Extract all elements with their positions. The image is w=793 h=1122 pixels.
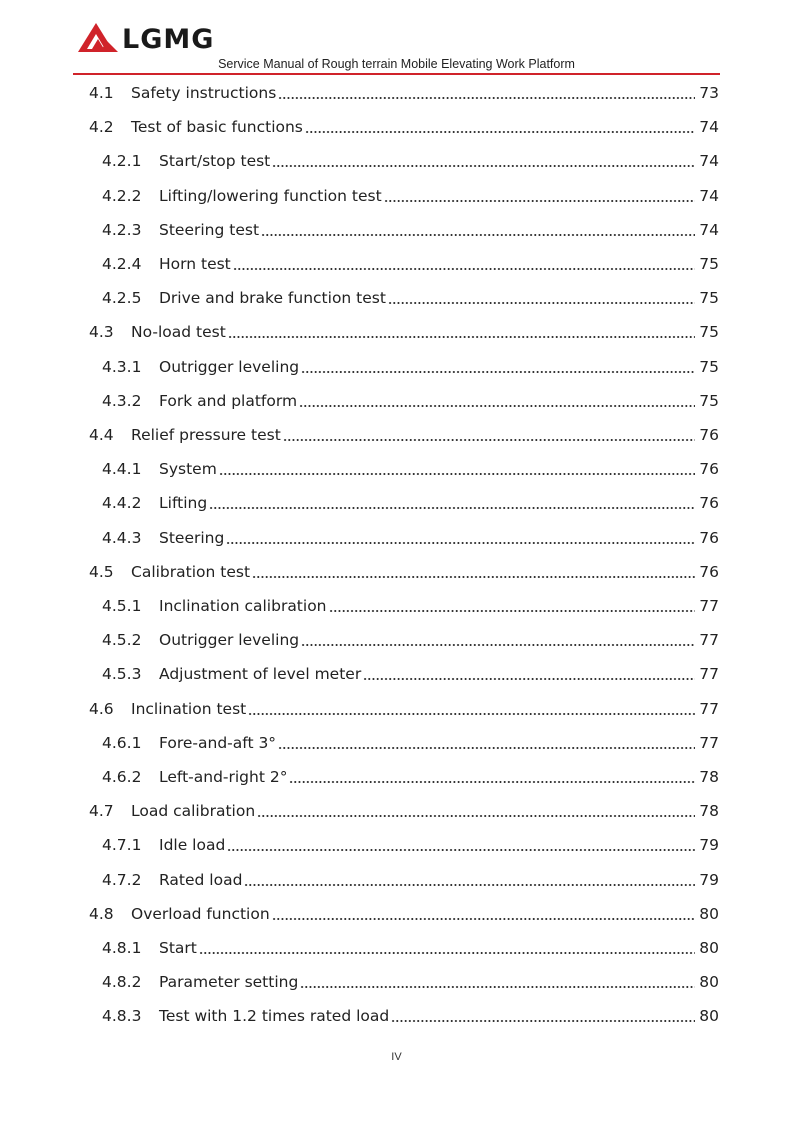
brand-name: LGMG — [122, 24, 215, 55]
toc-entry[interactable] — [102, 866, 719, 890]
toc-dot-leader — [278, 737, 695, 749]
toc-page-number: 74 — [699, 152, 719, 171]
toc-page-number: 75 — [699, 357, 719, 376]
toc-section-number: 4.3 — [89, 323, 114, 342]
toc-section-number: 4.6.1 — [102, 733, 142, 752]
toc-page-number: 74 — [699, 118, 719, 137]
page-number: IV — [391, 1051, 402, 1063]
brand-logo — [76, 22, 226, 56]
toc-section-number: 4.4 — [89, 426, 114, 444]
toc-section-number: 4.2.5 — [102, 289, 142, 308]
toc-page-number: 75 — [699, 323, 719, 342]
toc-section-title: Outrigger leveling — [159, 357, 300, 376]
toc-page-number: 75 — [699, 255, 719, 273]
toc-dot-leader — [261, 224, 695, 236]
toc-entry[interactable] — [102, 831, 719, 855]
toc-section-title: Start/stop test — [159, 152, 271, 171]
toc-entry[interactable] — [102, 147, 719, 171]
toc-section-number: 4.3.2 — [102, 391, 142, 410]
toc-section-title: Lifting — [159, 494, 208, 513]
toc-section-title: Rated load — [159, 870, 243, 889]
toc-page-number: 73 — [699, 84, 719, 102]
toc-page-number: 74 — [699, 220, 719, 239]
toc-section-title: Inclination calibration — [159, 597, 327, 615]
toc-dot-leader — [272, 908, 695, 920]
toc-section-title: System — [159, 460, 217, 479]
toc-dot-leader — [199, 942, 695, 954]
toc-dot-leader — [289, 771, 695, 783]
toc-entry[interactable] — [102, 216, 719, 240]
toc-page-number: 80 — [699, 904, 719, 923]
toc-dot-leader — [363, 668, 695, 680]
toc-entry[interactable] — [89, 558, 719, 582]
toc-dot-leader — [283, 429, 695, 441]
toc-section-title: Horn test — [159, 255, 231, 273]
toc-section-title: Parameter setting — [159, 973, 299, 992]
toc-page-number: 75 — [699, 391, 719, 410]
toc-entry[interactable] — [102, 250, 719, 274]
toc-dot-leader — [228, 326, 695, 338]
toc-dot-leader — [329, 600, 695, 612]
toc-section-title: Fork and platform — [159, 391, 298, 410]
toc-page-number: 76 — [699, 426, 719, 444]
header-divider — [73, 73, 720, 75]
toc-entry[interactable] — [102, 934, 719, 958]
toc-dot-leader — [219, 463, 695, 475]
toc-section-number: 4.8.2 — [102, 973, 142, 992]
toc-dot-leader — [244, 874, 695, 886]
toc-section-title: Adjustment of level meter — [159, 665, 362, 684]
toc-section-title: Relief pressure test — [131, 426, 281, 444]
toc-section-title: Left-and-right 2° — [159, 768, 288, 786]
toc-section-number: 4.3.1 — [102, 357, 142, 376]
toc-dot-leader — [257, 805, 695, 817]
toc-page-number: 77 — [699, 631, 719, 650]
toc-entry[interactable] — [102, 182, 719, 206]
toc-page-number: 78 — [699, 768, 719, 786]
toc-section-number: 4.5.2 — [102, 631, 142, 650]
page-header — [0, 0, 793, 80]
toc-section-title: Drive and brake function test — [159, 289, 386, 308]
toc-section-title: Test of basic functions — [131, 118, 303, 137]
toc-section-title: Overload function — [131, 904, 270, 923]
toc-dot-leader — [384, 190, 695, 202]
toc-entry[interactable] — [89, 113, 719, 137]
toc-section-title: Start — [159, 939, 197, 957]
toc-section-number: 4.2.4 — [102, 255, 142, 273]
toc-entry[interactable] — [102, 1002, 719, 1026]
toc-section-number: 4.5.1 — [102, 597, 142, 615]
toc-page-number: 77 — [699, 665, 719, 684]
toc-dot-leader — [226, 532, 695, 544]
toc-entry[interactable] — [102, 353, 719, 377]
toc-dot-leader — [227, 839, 695, 851]
toc-section-title: Outrigger leveling — [159, 631, 300, 650]
toc-dot-leader — [301, 361, 695, 373]
toc-section-title: Steering test — [159, 220, 260, 239]
toc-dot-leader — [233, 258, 695, 270]
toc-page-number: 80 — [699, 973, 719, 992]
toc-page-number: 77 — [699, 699, 719, 718]
toc-section-title: Load calibration — [131, 802, 256, 821]
toc-entry[interactable] — [102, 455, 719, 479]
toc-page-number: 80 — [699, 939, 719, 957]
toc-entry[interactable] — [102, 763, 719, 787]
toc-section-title: Test with 1.2 times rated load — [159, 1007, 390, 1026]
toc-page-number: 75 — [699, 289, 719, 308]
toc-dot-leader — [299, 395, 695, 407]
toc-entry[interactable] — [102, 626, 719, 650]
toc-page-number: 77 — [699, 733, 719, 752]
toc-section-number: 4.1 — [89, 84, 114, 102]
toc-page-number: 80 — [699, 1007, 719, 1026]
toc-dot-leader — [388, 292, 695, 304]
toc-section-number: 4.2.2 — [102, 186, 142, 205]
toc-section-number: 4.6 — [89, 699, 114, 718]
toc-section-title: Fore-and-aft 3° — [159, 733, 277, 752]
toc-entry[interactable] — [89, 797, 719, 821]
toc-section-title: Steering — [159, 528, 225, 547]
toc-dot-leader — [252, 566, 695, 578]
toc-section-title: No-load test — [131, 323, 226, 342]
lgmg-triangle-logo-icon — [76, 22, 120, 54]
toc-page-number: 76 — [699, 494, 719, 513]
toc-entry[interactable] — [102, 284, 719, 308]
toc-section-number: 4.4.2 — [102, 494, 142, 513]
toc-entry[interactable] — [89, 318, 719, 342]
toc-entry[interactable] — [102, 660, 719, 684]
toc-entry[interactable] — [102, 524, 719, 548]
manual-title: Service Manual of Rough terrain Mobile Elevating Work Platform — [218, 57, 575, 71]
toc-section-number: 4.7.1 — [102, 836, 142, 855]
toc-section-number: 4.8.1 — [102, 939, 142, 957]
toc-page-number: 79 — [699, 870, 719, 889]
toc-entry[interactable] — [89, 695, 719, 719]
toc-page-number: 78 — [699, 802, 719, 821]
toc-section-number: 4.8.3 — [102, 1007, 142, 1026]
toc-dot-leader — [305, 121, 695, 133]
toc-entry[interactable] — [102, 387, 719, 411]
toc-section-number: 4.5.3 — [102, 665, 142, 684]
toc-section-number: 4.7.2 — [102, 870, 142, 889]
toc-dot-leader — [209, 497, 695, 509]
toc-section-number: 4.4.3 — [102, 528, 142, 547]
toc-section-title: Lifting/lowering function test — [159, 186, 382, 205]
toc-entry[interactable] — [102, 592, 719, 616]
toc-dot-leader — [391, 1010, 695, 1022]
toc-section-number: 4.4.1 — [102, 460, 142, 479]
toc-entry[interactable] — [89, 900, 719, 924]
toc-section-title: Calibration test — [131, 562, 251, 581]
toc-entry[interactable] — [89, 421, 719, 445]
toc-page-number: 74 — [699, 186, 719, 205]
toc-page-number: 77 — [699, 597, 719, 615]
toc-section-number: 4.2.1 — [102, 152, 142, 171]
toc-section-number: 4.7 — [89, 802, 114, 821]
toc-dot-leader — [278, 87, 695, 99]
toc-page-number: 79 — [699, 836, 719, 855]
toc-dot-leader — [301, 634, 695, 646]
toc-section-title: Safety instructions — [131, 84, 277, 102]
toc-entry[interactable] — [102, 968, 719, 992]
toc-section-number: 4.5 — [89, 562, 114, 581]
toc-section-number: 4.2.3 — [102, 220, 142, 239]
toc-section-number: 4.6.2 — [102, 768, 142, 786]
toc-page-number: 76 — [699, 562, 719, 581]
toc-entry[interactable] — [102, 729, 719, 753]
toc-dot-leader — [272, 155, 695, 167]
toc-page-number: 76 — [699, 528, 719, 547]
toc-section-number: 4.2 — [89, 118, 114, 137]
toc-entry[interactable] — [89, 79, 719, 103]
toc-dot-leader — [300, 976, 695, 988]
toc-entry[interactable] — [102, 489, 719, 513]
toc-section-number: 4.8 — [89, 904, 114, 923]
toc-section-title: Inclination test — [131, 699, 247, 718]
toc-page-number: 76 — [699, 460, 719, 479]
toc-dot-leader — [248, 703, 695, 715]
toc-section-title: Idle load — [159, 836, 226, 855]
